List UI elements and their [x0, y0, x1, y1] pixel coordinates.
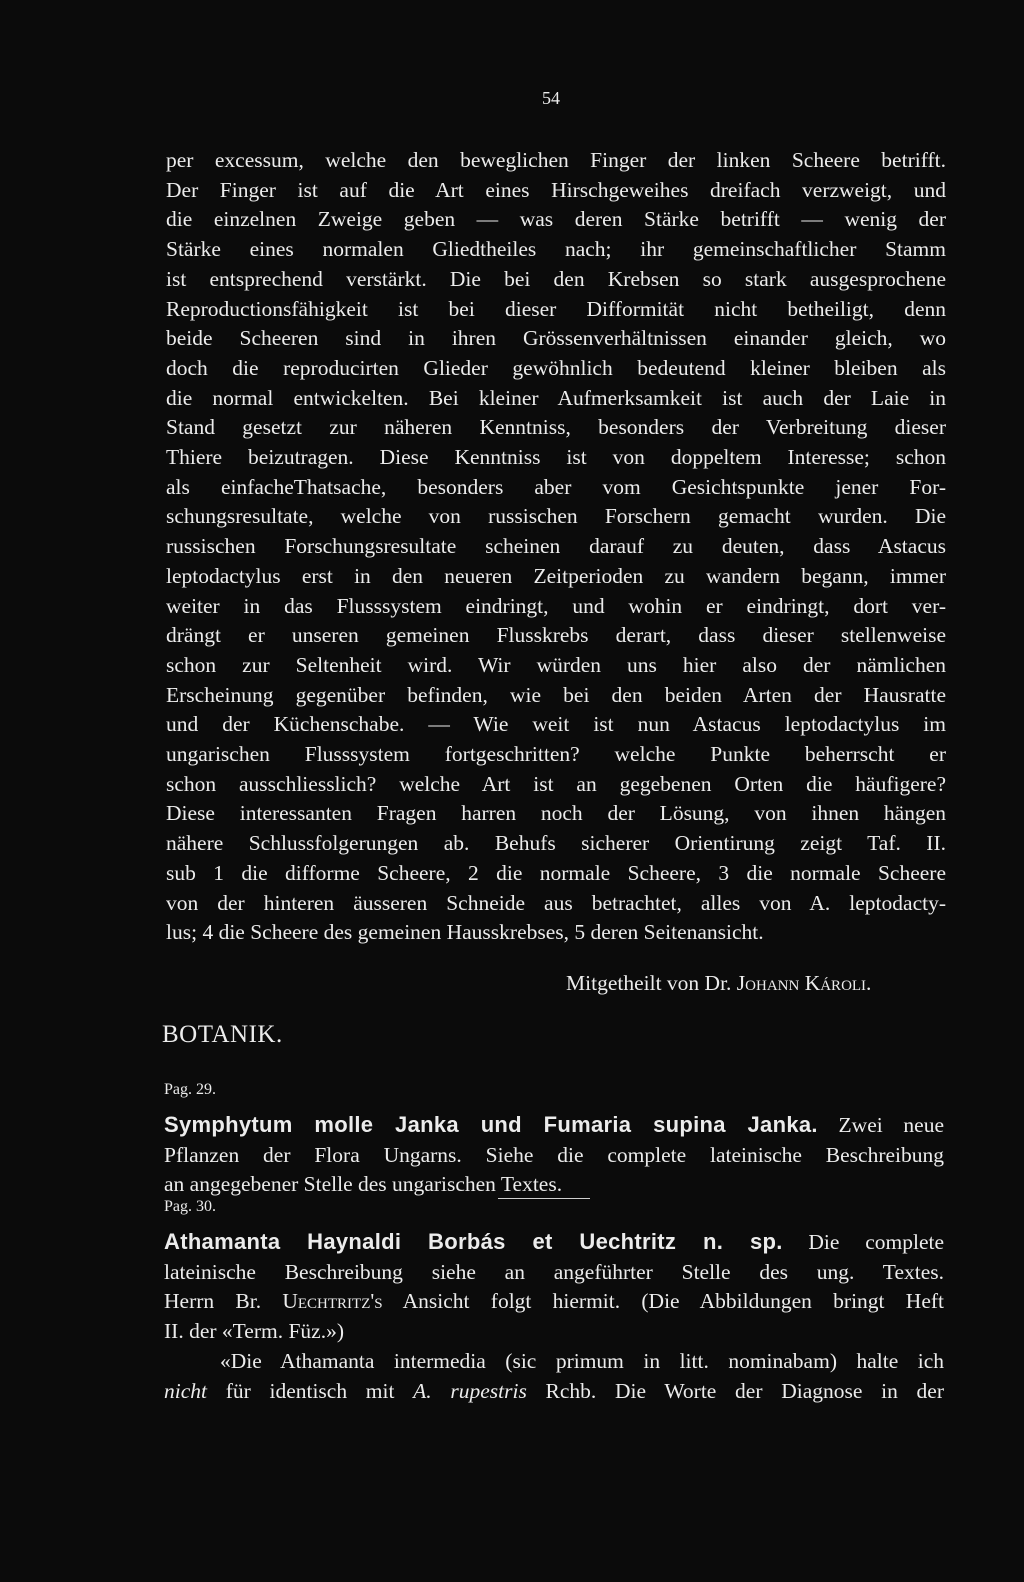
- entry-line: II. der «Term. Füz.»): [164, 1319, 344, 1344]
- text-line: die einzelnen Zweige geben — was deren Stärke betrifft — wenig der: [166, 207, 946, 232]
- text-line: per excessum, welche den beweglichen Finger der linken Scheere betrifft.: [166, 148, 946, 172]
- text-line: als einfacheThatsache, besonders aber vom Gesichtspunkte jener For-: [166, 474, 946, 499]
- text-line: schon zur Seltenheit wird. Wir würden uns hier also der nämlichen: [166, 652, 946, 677]
- entry-text: Zwei neue: [817, 1113, 944, 1137]
- entry-line: lateinische Beschreibung siehe an angeführter Stelle des ung. Textes.: [164, 1259, 944, 1284]
- text-line: lus; 4 die Scheere des gemeinen Hausskrebses, 5 deren Seitenansicht.: [166, 920, 764, 945]
- species-italic: A. rupestris: [413, 1378, 527, 1403]
- entry-text: Ansicht folgt hiermit. (Die Abbildungen bringt Heft: [382, 1289, 944, 1314]
- entry-line: Pflanzen der Flora Ungarns. Siehe die complete lateinische Beschreibung: [164, 1142, 944, 1167]
- species-name: Symphytum molle Janka und Fumaria supina Janka.: [164, 1112, 818, 1137]
- zoology-text-block: [166, 146, 946, 948]
- text-line: leptodactylus erst in den neueren Zeitperioden zu wandern begann, immer: [166, 563, 946, 588]
- text-line: Stärke eines normalen Gliedtheiles nach; ihr gemeinschaftlicher Stamm: [166, 237, 946, 262]
- entry-text: Herrn Br.: [164, 1289, 283, 1314]
- text-line: nähere Schlussfolgerungen ab. Behufs sicherer Orientirung zeigt Taf. II.: [166, 831, 946, 856]
- page-reference: Pag. 29.: [164, 1081, 216, 1098]
- text-line: von der hinteren äusseren Schneide aus betrachtet, alles von A. leptodacty-: [166, 890, 946, 915]
- entry-text: Die complete: [782, 1230, 944, 1254]
- text-line: Reproductionsfähigkeit ist bei dieser Difformität nicht betheiligt, denn: [166, 296, 946, 321]
- signature-name: Johann Károli.: [736, 971, 872, 995]
- page-number: 54: [542, 88, 560, 108]
- text-line: Diese interessanten Fragen harren noch der Lösung, von ihnen hängen: [166, 801, 946, 826]
- entry-line: [164, 1287, 944, 1317]
- text-line: doch die reproducirten Glieder gewöhnlich bedeutend kleiner bleiben als: [166, 355, 946, 380]
- signature-prefix: Mitgetheilt von Dr.: [566, 971, 737, 995]
- text-line: ungarischen Flusssystem fortgeschritten? welche Punkte beherrscht er: [166, 742, 946, 767]
- text-line: Stand gesetzt zur näheren Kenntniss, besonders der Verbreitung dieser: [166, 415, 946, 440]
- text-line: die normal entwickelten. Bei kleiner Aufmerksamkeit ist auch der Laie in: [166, 385, 946, 410]
- text-line: Thiere beizutragen. Diese Kenntniss ist von doppeltem Interesse; schon: [166, 445, 946, 470]
- emphasis-text: nicht: [164, 1378, 207, 1403]
- text-line: russischen Forschungsresultate scheinen darauf zu deuten, dass Astacus: [166, 534, 946, 559]
- text-line: Erscheinung gegenüber befinden, wie bei den beiden Arten der Hausratte: [166, 682, 946, 707]
- botany-entry-athamanta: [164, 1227, 944, 1406]
- entry-line: [164, 1377, 944, 1407]
- entry-line: an angegebener Stelle des ungarischen Textes.: [164, 1172, 563, 1197]
- page-reference: Pag. 30.: [164, 1198, 216, 1215]
- author-name: Uechtritz's: [282, 1289, 383, 1314]
- separator-rule: [498, 1198, 590, 1199]
- entry-text: für identisch mit: [207, 1378, 414, 1403]
- section-heading-botanik: BOTANIK.: [162, 1021, 283, 1048]
- text-line: weiter in das Flusssystem eindringt, und wohin er eindringt, dort ver-: [166, 593, 946, 618]
- text-line: ist entsprechend verstärkt. Die bei den Krebsen so stark ausgesprochene: [166, 266, 946, 291]
- entry-line: [164, 1110, 944, 1141]
- entry-text: Rchb. Die Worte der Diagnose in der: [526, 1378, 944, 1403]
- text-line: sub 1 die difforme Scheere, 2 die normale Scheere, 3 die normale Scheere: [166, 860, 946, 885]
- botany-entry-symphytum: [164, 1110, 944, 1200]
- text-line: und der Küchenschabe. — Wie weit ist nun Astacus leptodactylus im: [166, 712, 946, 737]
- entry-line: «Die Athamanta intermedia (sic primum in litt. nominabam) halte ich: [220, 1348, 944, 1373]
- text-line: drängt er unseren gemeinen Flusskrebs derart, dass dieser stellenweise: [166, 623, 946, 648]
- species-name: Athamanta Haynaldi Borbás et Uechtritz n. sp.: [164, 1229, 783, 1254]
- text-line: schungsresultate, welche von russischen Forschern gemacht wurden. Die: [166, 504, 946, 529]
- text-line: schon ausschliesslich? welche Art ist an gegebenen Orten die häufigere?: [166, 771, 946, 796]
- entry-line: [164, 1227, 944, 1258]
- text-line: Der Finger ist auf die Art eines Hirschgeweihes dreifach verzweigt, und: [166, 177, 946, 202]
- text-line: beide Scheeren sind in ihren Grössenverhältnissen einander gleich, wo: [166, 326, 946, 351]
- signature: [566, 971, 871, 996]
